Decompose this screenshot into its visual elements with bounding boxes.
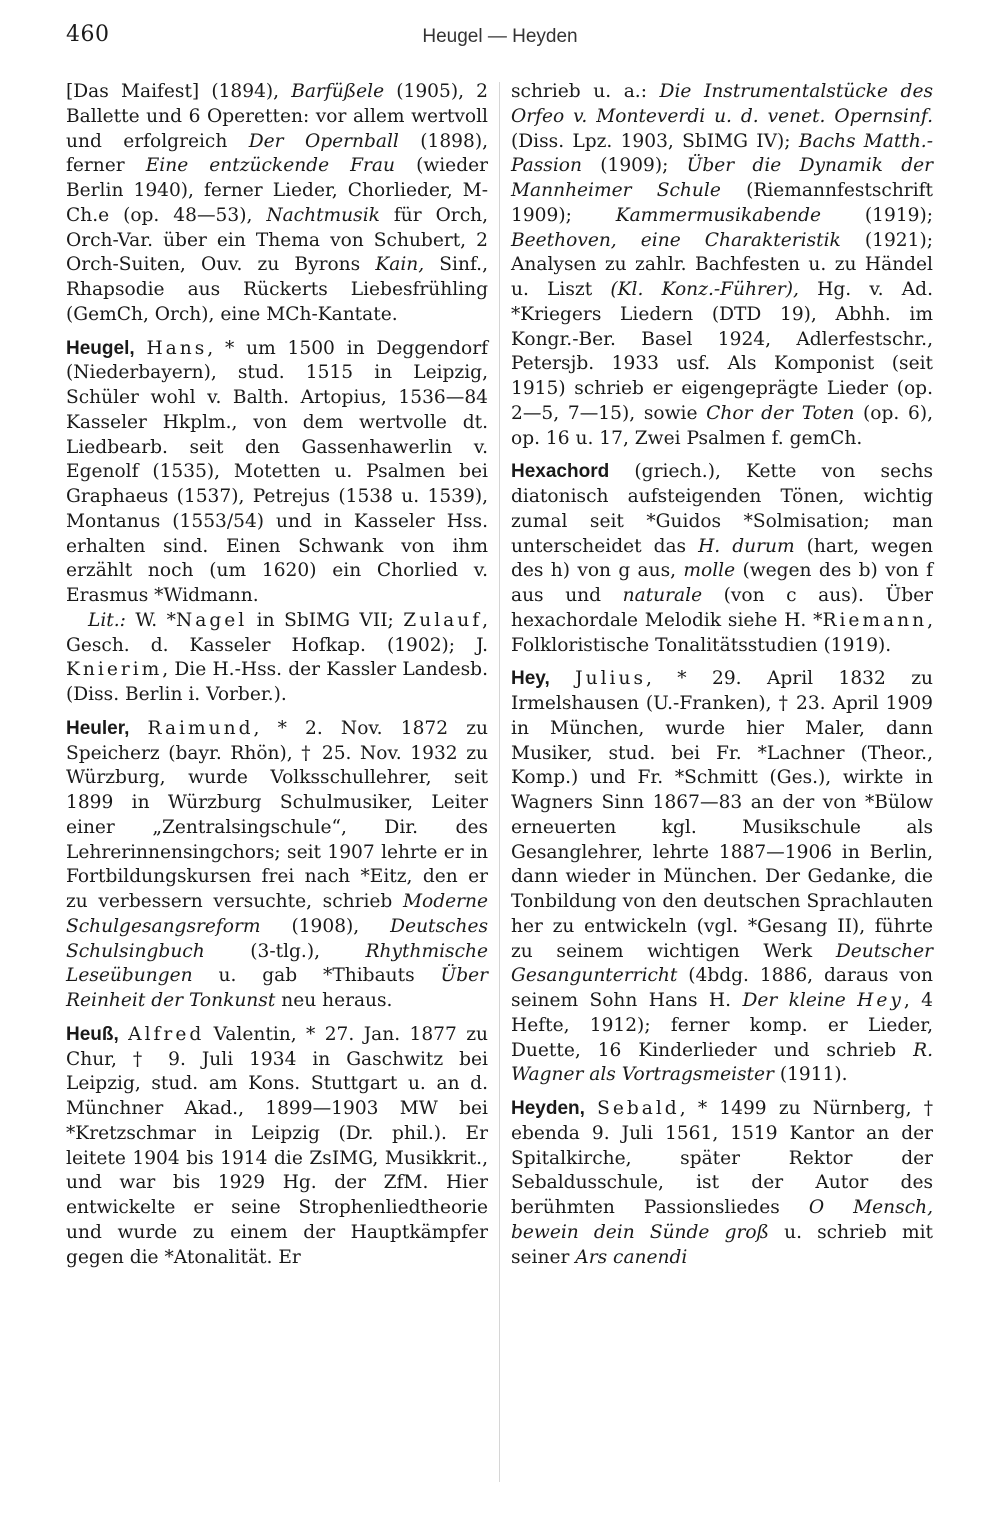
headword: Heuß, — [66, 1023, 119, 1045]
entry-heuler: Heuler, Raimund, * 2. Nov. 1872 zu Speicherz (bayr. Rhön), † 25. Nov. 1932 zu Würzburg, wurde Volksschullehrer, seit 1899 in Würzburg Schulmusiker, Leiter einer „Zentralsingschule“, Dir. des Lehrerinnensingchors; seit 1907 lehrte er in Fortbildungskursen frei nach *Eitz, den er zu verbessern versuchte, schrieb Moderne Schulgesangsreform (1908), Deutsches Schulsingbuch (3-tlg.), Rhythmische Leseübungen u. gab *Thibauts Über Reinheit der Tonkunst neu heraus. — [66, 717, 488, 1011]
left-column — [66, 80, 488, 1279]
headword: Heyden, — [511, 1098, 585, 1119]
entry-heyden: Heyden, Sebald, * 1499 zu Nürnberg, † ebenda 9. Juli 1561, 1519 Kantor an der Spitalkirche, später Rektor der Sebaldusschule, ist der Autor des berühmten Passionsliedes O Mensch, bewein dein Sünde groß u. schrieb mit seiner Ars canendi — [511, 1098, 934, 1268]
first-name: Hans — [146, 337, 208, 359]
entry-hexachord: Hexachord (griech.), Kette von sechs diatonisch aufsteigenden Tönen, wichtig zumal seit *Guidos *Solmisation; man unterscheidet das H. durum (hart, wegen des h) von g aus, molle (wegen des b) von f aus und naturale (von c aus). Über hexachordale Melodik siehe H. *Riemann, Folkloristische Tonalitätsstudien (1919). — [511, 461, 934, 656]
first-name: Alfred — [128, 1023, 205, 1045]
running-title: Heugel — Heyden — [422, 26, 578, 47]
entry-hey: Hey, Julius, * 29. April 1832 zu Irmelshausen (U.-Franken), † 23. April 1909 in München, wurde hier Maler, dann Musiker, stud. bei Fr. *Lachner (Theor., Komp.) und Fr. *Schmitt (Ges.), wirkte in Wagners Sinn 1867—83 an der von *Bülow erneuerten kgl. Musikschule als Gesanglehrer, lehrte 1887—1906 in Berlin, dann wieder in München. Der Gedanke, die Tonbildung von den deutschen Sprachlauten her zu entwickeln (vgl. *Gesang II), führte zu seinem wichtigen Werk Deutscher Gesangunterricht (4bdg. 1886, daraus von seinem Sohn Hans H. Der kleine Hey, 4 Hefte, 1912); ferner komp. er Lieder, Duette, 16 Kinderlieder und schrieb R. Wagner als Vortragsmeister (1911). — [511, 668, 933, 1086]
first-name: Sebald — [597, 1098, 680, 1119]
right-column — [511, 80, 933, 1279]
page-number: 460 — [66, 22, 110, 47]
entry-heugel-literature: Lit.: W. *Nagel in SbIMG VII; Zulauf, Gesch. d. Kasseler Hofkap. (1902); J. Knierim, Die H.-Hss. der Kassler Landesb. (Diss. Berlin i. Vorber.). — [66, 609, 489, 705]
entry-heuss: Heuß, Alfred Valentin, * 27. Jan. 1877 zu Chur, † 9. Juli 1934 in Gaschwitz bei Leipzig, stud. am Kons. Stuttgart u. an d. Münchner Akad., 1899—1903 MW bei *Kretzschmar in Leipzig (Dr. phil.). Er leitete 1904 bis 1914 die ZsIMG, Musikkrit., und war bis 1929 Hg. der ZfM. Hier entwickelte er seine Strophenliedtheorie und wurde zu einem der Hauptkämpfer gegen die *Atonalität. Er — [66, 1023, 488, 1268]
headword: Heugel, — [66, 337, 135, 359]
running-head — [66, 22, 934, 56]
entry-heuss-continuation: schrieb u. a.: Die Instrumentalstücke des Orfeo v. Monteverdi u. d. venet. Opernsinf. (Diss. Lpz. 1903, SbIMG IV); Bachs Matth.-Passion (1909); Über die Dynamik der Mannheimer Schule (Riemannfestschrift 1909); Kammermusikabende (1919); Beethoven, eine Charakteristik (1921); Analysen zu zahlr. Bachfesten u. zu Händel u. Liszt (Kl. Konz.-Führer), Hg. v. Ad. *Kriegers Liedern (DTD 19), Abhh. im Kongr.-Ber. Basel 1924, Adlerfestschr., Petersjb. 1933 usf. Als Komponist (seit 1915) schrieb er eigengeprägte Lieder (op. 2—5, 7—15), sowie Chor der Toten (op. 6), op. 16 u. 17, Zwei Psalmen f. gemCh. — [511, 81, 933, 449]
headword: Heuler, — [66, 717, 130, 739]
headword: Hey, — [511, 668, 550, 690]
first-name: Raimund — [147, 717, 254, 739]
entry-continuation-heuberger: [Das Maifest] (1894), Barfüßele (1905), 2 Ballette und 6 Operetten: vor allem wertvoll und erfolgreich Der Opernball (1898), ferner Eine entzückende Frau (wieder Berlin 1940), ferner Lieder, Chorlieder, M-Ch.e (op. 48—53), Nachtmusik für Orch, Orch-Var. über ein Thema von Schubert, 2 Orch-Suiten, Ouv. zu Byrons Kain, Sinf., Rhapsodie aus Rückerts Liebesfrühling (GemCh, Orch), eine MCh-Kantate. — [66, 81, 488, 325]
headword: Hexachord — [511, 461, 610, 483]
first-name: Julius — [575, 668, 646, 690]
entry-heugel: Heugel, Hans, * um 1500 in Deggendorf (Niederbayern), stud. 1515 in Leipzig, Schüler wohl v. Balth. Artopius, 1536—84 Kasseler Hkplm., von dem wertvolle dt. Liedbearb. seit den Gassenhawerlin v. Egenolf (1535), Motetten u. Psalmen bei Graphaeus (1537), Petrejus (1538 u. 1539), Montanus (1553/54) und in Kasseler Hss. erhalten sind. Einen Schwank von ihm erzählt noch (um 1620) ein Chorlied v. Erasmus *Widmann. — [66, 337, 488, 606]
column-divider — [499, 82, 500, 1482]
